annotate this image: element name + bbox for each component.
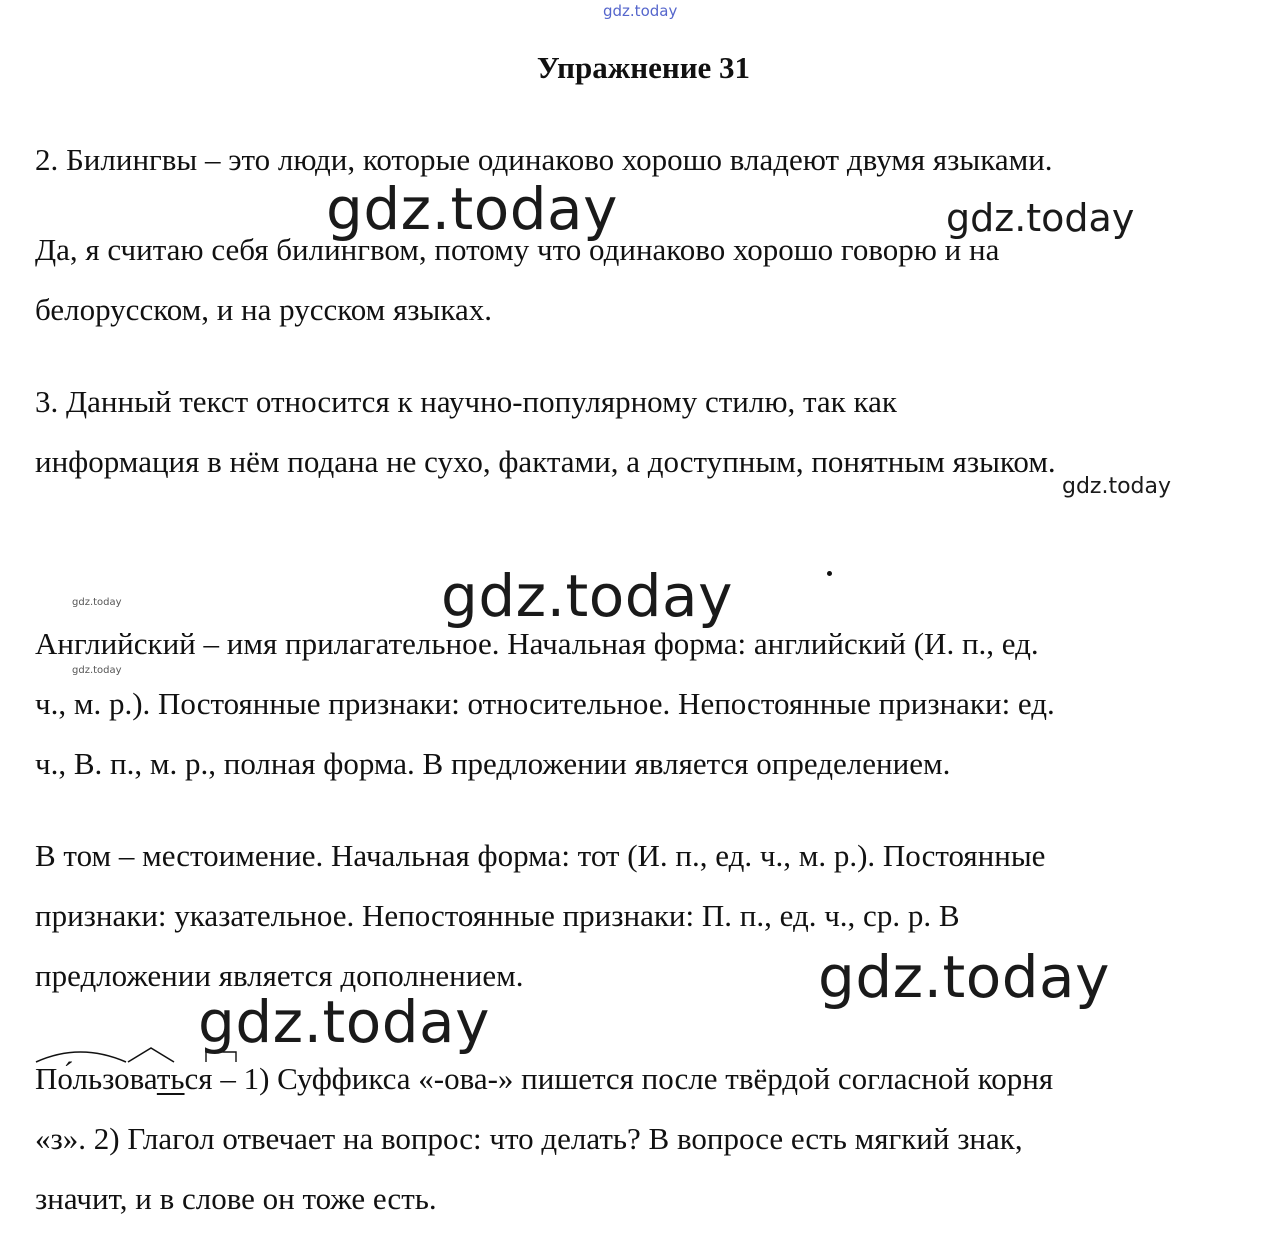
stray-dot [827,571,832,576]
watermark: gdz.today [1062,474,1172,499]
page-title: Упражнение 31 [536,50,751,85]
watermark: gdz.today [946,196,1135,240]
word-ending: ть [156,1061,185,1096]
text-line: ч., м. р.). Постоянные признаки: относительное. Непостоянные признаки: ед. [35,686,1055,721]
word-suffix: ова [114,1061,157,1096]
watermark: gdz.today [72,597,122,608]
text-line: «з». 2) Глагол отвечает на вопрос: что делать? В вопросе есть мягкий знак, [35,1121,1023,1156]
text-line: значит, и в слове он тоже есть. [35,1181,437,1216]
verb-explanation-text: – 1) Суффикса «-ова-» пишется после твёрдой согласной корня [212,1061,1054,1096]
text-line: предложении является дополнением. [35,958,524,993]
text-line: информация в нём подана не сухо, фактами, а доступным, понятным языком. [35,444,1056,479]
watermark: gdz.today [198,988,490,1056]
watermark: gdz.today [441,562,733,630]
text-line: Английский – имя прилагательное. Начальная форма: английский (И. п., ед. [35,626,1039,661]
watermark: gdz.today [818,943,1110,1011]
text-line [35,1049,1250,1109]
text-line: белорусском, и на русском языках. [35,292,492,327]
watermark: gdz.today [326,175,618,243]
watermark: gdz.today [72,665,122,676]
paragraph-bilinguals-definition [35,130,1250,190]
text-line: ч., В. п., м. р., полная форма. В предложении является определением. [35,746,951,781]
word-root: По́льз [35,1061,115,1096]
watermark-top: gdz.today [603,2,678,20]
text-line: 2. Билингвы – это люди, которые одинаково хорошо владеют двумя языками. [35,142,1053,177]
text-line: признаки: указательное. Непостоянные признаки: П. п., ед. ч., ср. р. В [35,898,960,933]
paragraph-english-analysis [35,614,1250,794]
paragraph-verb-analysis [35,1049,1250,1229]
word-postfix: ся [184,1061,213,1096]
text-line: Да, я считаю себя билингвом, потому что одинаково хорошо говорю и на [35,232,1000,267]
text-line: В том – местоимение. Начальная форма: тот (И. п., ед. ч., м. р.). Постоянные [35,838,1046,873]
text-line: 3. Данный текст относится к научно-популярному стилю, так как [35,384,897,419]
